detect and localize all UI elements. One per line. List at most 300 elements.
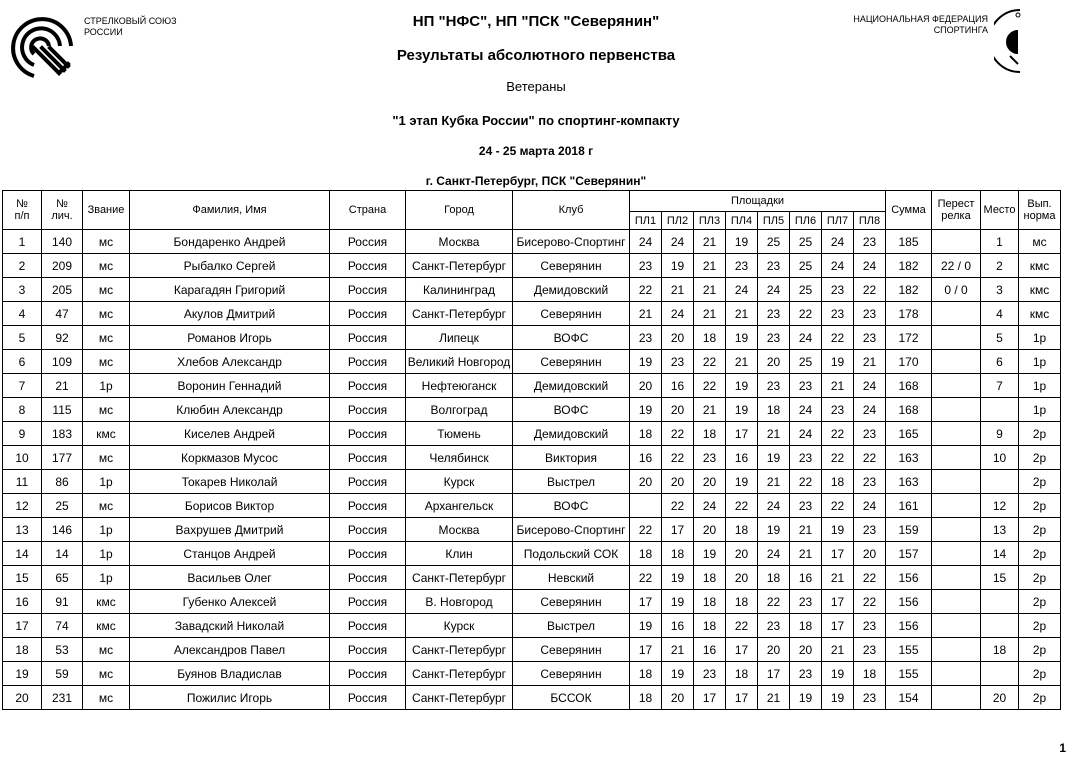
athlete-name-cell: Романов Игорь [130, 326, 330, 350]
license-number-cell: 53 [42, 638, 83, 662]
rank-cell: мс [83, 302, 130, 326]
city-cell: Курск [406, 614, 513, 638]
table-row [3, 398, 1061, 422]
club-cell: Северянин [513, 662, 630, 686]
platform-7-score-cell: 18 [822, 470, 854, 494]
shootoff-cell [932, 326, 981, 350]
platform-6-score-cell: 25 [790, 350, 822, 374]
platform-4-score-cell: 23 [726, 254, 758, 278]
event-name: "1 этап Кубка России" по спортинг-компакту [392, 113, 680, 128]
athlete-name-cell: Пожилис Игорь [130, 686, 330, 710]
table-row [3, 542, 1061, 566]
country-cell: Россия [330, 518, 406, 542]
platform-2-score-cell: 24 [662, 302, 694, 326]
platform-8-score-cell: 23 [854, 518, 886, 542]
platform-5-score-cell: 23 [758, 326, 790, 350]
header-pl5: ПЛ5 [758, 212, 790, 230]
sum-cell: 163 [886, 446, 932, 470]
norm-cell: 1р [1019, 374, 1061, 398]
header-country: Страна [330, 191, 406, 230]
shootoff-cell [932, 398, 981, 422]
platform-8-score-cell: 23 [854, 230, 886, 254]
org-right-line-1: НАЦИОНАЛЬНАЯ ФЕДЕРАЦИЯ [853, 14, 988, 24]
platform-6-score-cell: 23 [790, 662, 822, 686]
row-number-cell: 16 [3, 590, 42, 614]
table-row [3, 302, 1061, 326]
row-number-cell: 3 [3, 278, 42, 302]
platform-3-score-cell: 20 [694, 470, 726, 494]
shootoff-cell [932, 374, 981, 398]
athlete-name-cell: Губенко Алексей [130, 590, 330, 614]
license-number-cell: 21 [42, 374, 83, 398]
platform-4-score-cell: 17 [726, 686, 758, 710]
norm-cell: 2р [1019, 470, 1061, 494]
norm-cell: кмс [1019, 254, 1061, 278]
rank-cell: мс [83, 254, 130, 278]
sum-cell: 161 [886, 494, 932, 518]
platform-2-score-cell: 16 [662, 614, 694, 638]
platform-8-score-cell: 23 [854, 326, 886, 350]
city-cell: Архангельск [406, 494, 513, 518]
platform-5-score-cell: 20 [758, 638, 790, 662]
org-left-line-2: РОССИИ [84, 27, 123, 37]
platform-1-score-cell: 22 [630, 278, 662, 302]
platform-5-score-cell: 20 [758, 350, 790, 374]
row-number-cell: 1 [3, 230, 42, 254]
rank-cell: мс [83, 326, 130, 350]
country-cell: Россия [330, 230, 406, 254]
platform-6-score-cell: 24 [790, 398, 822, 422]
platform-8-score-cell: 23 [854, 638, 886, 662]
platform-3-score-cell: 18 [694, 422, 726, 446]
platform-8-score-cell: 22 [854, 278, 886, 302]
platform-8-score-cell: 24 [854, 374, 886, 398]
platform-4-score-cell: 19 [726, 398, 758, 422]
platform-3-score-cell: 18 [694, 590, 726, 614]
norm-cell: 2р [1019, 446, 1061, 470]
platform-1-score-cell: 16 [630, 446, 662, 470]
table-header-row [3, 191, 1061, 212]
city-cell: Клин [406, 542, 513, 566]
platform-6-score-cell: 24 [790, 422, 822, 446]
platform-3-score-cell: 21 [694, 254, 726, 278]
city-cell: Санкт-Петербург [406, 302, 513, 326]
platform-7-score-cell: 24 [822, 230, 854, 254]
shootoff-cell [932, 518, 981, 542]
sum-cell: 165 [886, 422, 932, 446]
license-number-cell: 140 [42, 230, 83, 254]
norm-cell: 1р [1019, 326, 1061, 350]
club-cell: Демидовский [513, 374, 630, 398]
platform-1-score-cell: 20 [630, 374, 662, 398]
platform-7-score-cell: 17 [822, 542, 854, 566]
platform-3-score-cell: 16 [694, 638, 726, 662]
sum-cell: 157 [886, 542, 932, 566]
sum-cell: 168 [886, 374, 932, 398]
platform-3-score-cell: 21 [694, 230, 726, 254]
country-cell: Россия [330, 326, 406, 350]
platform-1-score-cell [630, 494, 662, 518]
table-row [3, 638, 1061, 662]
athlete-name-cell: Александров Павел [130, 638, 330, 662]
rank-cell: мс [83, 686, 130, 710]
platform-5-score-cell: 24 [758, 494, 790, 518]
shootoff-cell: 22 / 0 [932, 254, 981, 278]
rank-cell: 1р [83, 518, 130, 542]
sum-cell: 182 [886, 254, 932, 278]
row-number-cell: 6 [3, 350, 42, 374]
shootoff-cell [932, 302, 981, 326]
license-number-cell: 183 [42, 422, 83, 446]
row-number-cell: 4 [3, 302, 42, 326]
rank-cell: 1р [83, 470, 130, 494]
platform-8-score-cell: 22 [854, 446, 886, 470]
platform-5-score-cell: 19 [758, 446, 790, 470]
platform-2-score-cell: 21 [662, 278, 694, 302]
rank-cell: мс [83, 230, 130, 254]
platform-5-score-cell: 18 [758, 566, 790, 590]
platform-4-score-cell: 16 [726, 446, 758, 470]
place-cell: 10 [981, 446, 1019, 470]
rank-cell: 1р [83, 374, 130, 398]
license-number-cell: 205 [42, 278, 83, 302]
club-cell: Виктория [513, 446, 630, 470]
platform-5-score-cell: 23 [758, 374, 790, 398]
country-cell: Россия [330, 494, 406, 518]
header-pl3: ПЛ3 [694, 212, 726, 230]
platform-4-score-cell: 17 [726, 638, 758, 662]
shootoff-cell [932, 686, 981, 710]
org-right-line-2: СПОРТИНГА [933, 25, 988, 35]
country-cell: Россия [330, 398, 406, 422]
place-cell: 9 [981, 422, 1019, 446]
city-cell: Липецк [406, 326, 513, 350]
country-cell: Россия [330, 350, 406, 374]
platform-6-score-cell: 25 [790, 230, 822, 254]
platform-7-score-cell: 21 [822, 638, 854, 662]
sum-cell: 156 [886, 566, 932, 590]
city-cell: Москва [406, 518, 513, 542]
platform-2-score-cell: 22 [662, 422, 694, 446]
row-number-cell: 18 [3, 638, 42, 662]
category-label: Ветераны [506, 79, 566, 94]
country-cell: Россия [330, 590, 406, 614]
platform-2-score-cell: 19 [662, 254, 694, 278]
table-row [3, 494, 1061, 518]
license-number-cell: 146 [42, 518, 83, 542]
platform-1-score-cell: 19 [630, 398, 662, 422]
city-cell: Тюмень [406, 422, 513, 446]
norm-cell: 2р [1019, 686, 1061, 710]
shootoff-cell [932, 638, 981, 662]
city-cell: Волгоград [406, 398, 513, 422]
shootoff-cell [932, 590, 981, 614]
athlete-name-cell: Воронин Геннадий [130, 374, 330, 398]
table-row [3, 422, 1061, 446]
city-cell: Нефтеюганск [406, 374, 513, 398]
place-cell [981, 662, 1019, 686]
place-cell: 3 [981, 278, 1019, 302]
page-number: 1 [1059, 741, 1066, 755]
club-cell: Демидовский [513, 422, 630, 446]
sum-cell: 168 [886, 398, 932, 422]
platform-5-score-cell: 18 [758, 398, 790, 422]
table-row [3, 662, 1061, 686]
platform-7-score-cell: 23 [822, 398, 854, 422]
club-cell: Подольский СОК [513, 542, 630, 566]
platform-3-score-cell: 23 [694, 662, 726, 686]
country-cell: Россия [330, 470, 406, 494]
platform-5-score-cell: 21 [758, 422, 790, 446]
athlete-name-cell: Клюбин Александр [130, 398, 330, 422]
license-number-cell: 91 [42, 590, 83, 614]
platform-6-score-cell: 23 [790, 446, 822, 470]
platform-7-score-cell: 22 [822, 422, 854, 446]
platform-6-score-cell: 19 [790, 686, 822, 710]
city-cell: Великий Новгород [406, 350, 513, 374]
platform-7-score-cell: 17 [822, 614, 854, 638]
platform-6-score-cell: 21 [790, 542, 822, 566]
platform-1-score-cell: 17 [630, 638, 662, 662]
athlete-name-cell: Коркмазов Мусос [130, 446, 330, 470]
athlete-name-cell: Вахрушев Дмитрий [130, 518, 330, 542]
platform-3-score-cell: 21 [694, 278, 726, 302]
city-cell: Калининград [406, 278, 513, 302]
country-cell: Россия [330, 638, 406, 662]
sum-cell: 185 [886, 230, 932, 254]
header-shootoff: Перест релка [932, 191, 981, 230]
place-cell: 1 [981, 230, 1019, 254]
norm-cell: 2р [1019, 542, 1061, 566]
sum-cell: 159 [886, 518, 932, 542]
sum-cell: 182 [886, 278, 932, 302]
rank-cell: мс [83, 278, 130, 302]
platform-3-score-cell: 22 [694, 374, 726, 398]
row-number-cell: 17 [3, 614, 42, 638]
platform-7-score-cell: 21 [822, 566, 854, 590]
shootoff-cell [932, 494, 981, 518]
platform-3-score-cell: 23 [694, 446, 726, 470]
norm-cell: 2р [1019, 494, 1061, 518]
header-pl7: ПЛ7 [822, 212, 854, 230]
platform-6-score-cell: 16 [790, 566, 822, 590]
norm-cell: кмс [1019, 278, 1061, 302]
platform-4-score-cell: 17 [726, 422, 758, 446]
norm-cell: 2р [1019, 422, 1061, 446]
platform-4-score-cell: 22 [726, 614, 758, 638]
header-pl6: ПЛ6 [790, 212, 822, 230]
platform-1-score-cell: 18 [630, 422, 662, 446]
platform-3-score-cell: 19 [694, 542, 726, 566]
license-number-cell: 177 [42, 446, 83, 470]
norm-cell: 2р [1019, 566, 1061, 590]
platform-1-score-cell: 20 [630, 470, 662, 494]
platform-5-score-cell: 21 [758, 470, 790, 494]
platform-5-score-cell: 24 [758, 542, 790, 566]
row-number-cell: 12 [3, 494, 42, 518]
athlete-name-cell: Акулов Дмитрий [130, 302, 330, 326]
shootoff-cell [932, 542, 981, 566]
license-number-cell: 25 [42, 494, 83, 518]
row-number-cell: 14 [3, 542, 42, 566]
platform-6-score-cell: 25 [790, 278, 822, 302]
platform-2-score-cell: 17 [662, 518, 694, 542]
athlete-name-cell: Завадский Николай [130, 614, 330, 638]
platform-3-score-cell: 22 [694, 350, 726, 374]
rank-cell: мс [83, 638, 130, 662]
row-number-cell: 15 [3, 566, 42, 590]
platform-7-score-cell: 22 [822, 326, 854, 350]
club-cell: БССОК [513, 686, 630, 710]
table-row [3, 686, 1061, 710]
table-row [3, 230, 1061, 254]
row-number-cell: 19 [3, 662, 42, 686]
place-cell: 13 [981, 518, 1019, 542]
sum-cell: 170 [886, 350, 932, 374]
city-cell: Санкт-Петербург [406, 254, 513, 278]
platform-4-score-cell: 19 [726, 374, 758, 398]
norm-cell: мс [1019, 230, 1061, 254]
platform-4-score-cell: 21 [726, 350, 758, 374]
platform-1-score-cell: 24 [630, 230, 662, 254]
table-row [3, 278, 1061, 302]
athlete-name-cell: Киселев Андрей [130, 422, 330, 446]
place-cell: 5 [981, 326, 1019, 350]
shootoff-cell [932, 566, 981, 590]
platform-1-score-cell: 17 [630, 590, 662, 614]
platform-8-score-cell: 23 [854, 422, 886, 446]
platform-2-score-cell: 16 [662, 374, 694, 398]
platform-6-score-cell: 18 [790, 614, 822, 638]
platform-1-score-cell: 19 [630, 614, 662, 638]
sum-cell: 156 [886, 614, 932, 638]
license-number-cell: 115 [42, 398, 83, 422]
platform-8-score-cell: 23 [854, 470, 886, 494]
platform-8-score-cell: 23 [854, 686, 886, 710]
platform-7-score-cell: 22 [822, 446, 854, 470]
platform-2-score-cell: 20 [662, 686, 694, 710]
norm-cell: 2р [1019, 614, 1061, 638]
sum-cell: 156 [886, 590, 932, 614]
table-row [3, 374, 1061, 398]
table-row [3, 614, 1061, 638]
platform-1-score-cell: 22 [630, 518, 662, 542]
athlete-name-cell: Токарев Николай [130, 470, 330, 494]
license-number-cell: 65 [42, 566, 83, 590]
header-pl2: ПЛ2 [662, 212, 694, 230]
platform-8-score-cell: 20 [854, 542, 886, 566]
city-cell: Санкт-Петербург [406, 566, 513, 590]
platform-7-score-cell: 19 [822, 518, 854, 542]
platform-8-score-cell: 23 [854, 302, 886, 326]
city-cell: Челябинск [406, 446, 513, 470]
club-cell: Невский [513, 566, 630, 590]
place-cell: 14 [981, 542, 1019, 566]
platform-5-score-cell: 17 [758, 662, 790, 686]
platform-3-score-cell: 20 [694, 518, 726, 542]
platform-8-score-cell: 22 [854, 566, 886, 590]
rank-cell: мс [83, 494, 130, 518]
place-cell: 20 [981, 686, 1019, 710]
event-dates: 24 - 25 марта 2018 г [478, 144, 594, 158]
platform-7-score-cell: 21 [822, 374, 854, 398]
platform-7-score-cell: 19 [822, 350, 854, 374]
platform-6-score-cell: 23 [790, 590, 822, 614]
platform-1-score-cell: 18 [630, 542, 662, 566]
platform-4-score-cell: 19 [726, 470, 758, 494]
header-rank: Звание [83, 191, 130, 230]
license-number-cell: 109 [42, 350, 83, 374]
platform-2-score-cell: 20 [662, 326, 694, 350]
athlete-name-cell: Борисов Виктор [130, 494, 330, 518]
country-cell: Россия [330, 566, 406, 590]
row-number-cell: 5 [3, 326, 42, 350]
place-cell: 18 [981, 638, 1019, 662]
club-cell: Северянин [513, 638, 630, 662]
license-number-cell: 14 [42, 542, 83, 566]
shootoff-cell [932, 614, 981, 638]
table-row [3, 518, 1061, 542]
rank-cell: мс [83, 350, 130, 374]
place-cell [981, 590, 1019, 614]
platform-2-score-cell: 19 [662, 662, 694, 686]
table-row [3, 590, 1061, 614]
platform-8-score-cell: 21 [854, 350, 886, 374]
table-row [3, 446, 1061, 470]
platform-3-score-cell: 17 [694, 686, 726, 710]
platform-3-score-cell: 18 [694, 566, 726, 590]
license-number-cell: 92 [42, 326, 83, 350]
sum-cell: 154 [886, 686, 932, 710]
platform-4-score-cell: 24 [726, 278, 758, 302]
rank-cell: мс [83, 398, 130, 422]
platform-1-score-cell: 23 [630, 254, 662, 278]
city-cell: Москва [406, 230, 513, 254]
country-cell: Россия [330, 686, 406, 710]
platform-1-score-cell: 18 [630, 686, 662, 710]
document-subtitle: Результаты абсолютного первенства [396, 47, 676, 64]
row-number-cell: 13 [3, 518, 42, 542]
platform-6-score-cell: 22 [790, 302, 822, 326]
country-cell: Россия [330, 254, 406, 278]
platform-1-score-cell: 18 [630, 662, 662, 686]
norm-cell: 2р [1019, 590, 1061, 614]
header-city: Город [406, 191, 513, 230]
country-cell: Россия [330, 614, 406, 638]
place-cell [981, 398, 1019, 422]
club-cell: Северянин [513, 254, 630, 278]
row-number-cell: 10 [3, 446, 42, 470]
club-cell: ВОФС [513, 326, 630, 350]
club-cell: Бисерово-Спортинг [513, 518, 630, 542]
platform-2-score-cell: 21 [662, 638, 694, 662]
table-row [3, 566, 1061, 590]
header-platforms: Площадки [630, 191, 886, 212]
row-number-cell: 2 [3, 254, 42, 278]
rank-cell: 1р [83, 566, 130, 590]
platform-2-score-cell: 22 [662, 494, 694, 518]
platform-1-score-cell: 21 [630, 302, 662, 326]
platform-2-score-cell: 20 [662, 398, 694, 422]
shootoff-cell [932, 662, 981, 686]
city-cell: В. Новгород [406, 590, 513, 614]
table-row [3, 350, 1061, 374]
platform-2-score-cell: 18 [662, 542, 694, 566]
header-lic: № лич. [42, 191, 83, 230]
rank-cell: 1р [83, 542, 130, 566]
club-cell: Выстрел [513, 614, 630, 638]
platform-6-score-cell: 24 [790, 326, 822, 350]
